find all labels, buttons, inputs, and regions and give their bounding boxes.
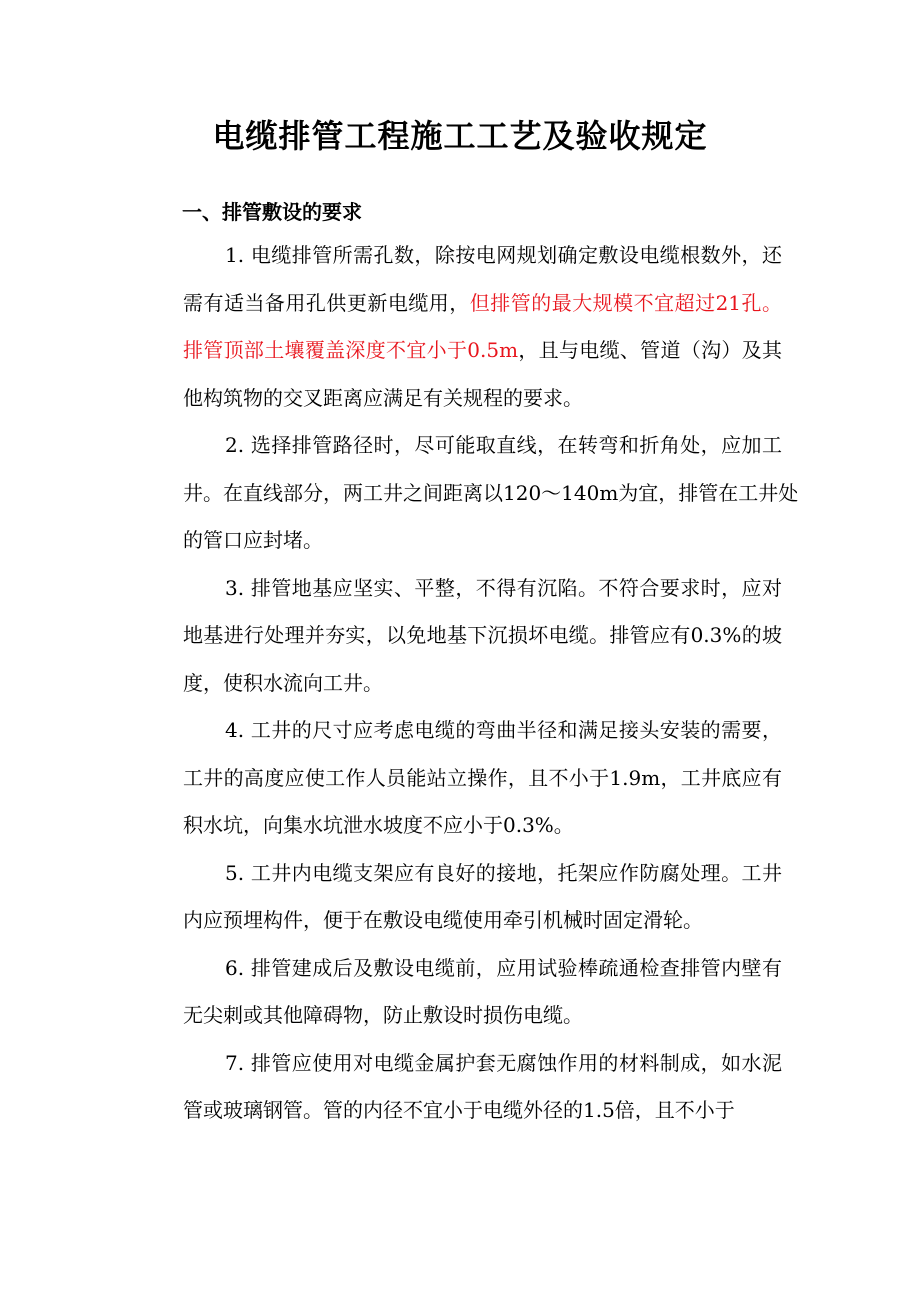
paragraph-line	[140, 375, 782, 423]
body-text: 6. 排管建成后及敷设电缆前，应用试验棒疏通检查排管内壁有	[225, 955, 782, 980]
paragraph-line	[140, 1087, 782, 1135]
body-text: 他构筑物的交叉距离应满足有关规程的要求。	[183, 385, 583, 410]
paragraph	[140, 1040, 782, 1135]
paragraph	[140, 422, 799, 565]
document-title: 电缆排管工程施工工艺及验收规定	[212, 117, 708, 155]
paragraph-line	[140, 422, 782, 470]
paragraph-line	[140, 850, 782, 898]
paragraph-line	[140, 897, 782, 945]
body-text: 5. 工井内电缆支架应有良好的接地，托架应作防腐处理。工井	[225, 860, 782, 885]
paragraph-line	[140, 707, 782, 755]
highlighted-text: 但排管的最大规模不宜超过21孔。	[469, 290, 783, 315]
paragraph-line	[140, 327, 782, 375]
paragraph	[140, 850, 782, 945]
paragraph-line	[140, 1040, 782, 1088]
body-text: 需有适当备用孔供更新电缆用，	[183, 290, 470, 315]
paragraph-line	[140, 232, 782, 280]
paragraph-line	[140, 612, 782, 660]
body-text: 7. 排管应使用对电缆金属护套无腐蚀作用的材料制成，如水泥	[225, 1050, 782, 1075]
body-text: 1. 电缆排管所需孔数，除按电网规划确定敷设电缆根数外，还	[225, 243, 782, 267]
body-text: 井。在直线部分，两工井之间距离以120～140m为宜，排管在工井处	[183, 480, 799, 505]
paragraph-line	[140, 802, 782, 850]
body-text: 无尖刺或其他障碍物，防止敷设时损伤电缆。	[183, 1003, 583, 1027]
paragraph-line	[140, 660, 782, 708]
paragraph-line	[140, 517, 782, 565]
body-text: 2. 选择排管路径时，尽可能取直线，在转弯和折角处，应加工	[225, 433, 782, 457]
body-text: 的管口应封堵。	[183, 528, 323, 552]
paragraph	[140, 945, 782, 1040]
body-text: 内应预埋构件，便于在敷设电缆使用牵引机械时固定滑轮。	[183, 908, 703, 932]
document-body	[140, 232, 799, 1135]
body-text: 度，使积水流向工井。	[183, 670, 383, 695]
body-text: 积水坑，向集水坑泄水坡度不应小于0.3%。	[183, 813, 574, 837]
paragraph-line	[140, 945, 782, 993]
paragraph-line	[140, 565, 782, 613]
paragraph-line	[140, 470, 799, 518]
section-heading: 一、排管敷设的要求	[182, 200, 362, 224]
paragraph-line	[140, 755, 782, 803]
paragraph	[140, 232, 782, 422]
body-text: 4. 工井的尺寸应考虑电缆的弯曲半径和满足接头安装的需要，	[225, 718, 782, 742]
body-text: 管或玻璃钢管。管的内径不宜小于电缆外径的1.5倍，且不小于	[183, 1098, 735, 1122]
paragraph	[140, 707, 782, 850]
body-text: 地基进行处理并夯实，以免地基下沉损坏电缆。排管应有0.3%的坡	[183, 623, 782, 647]
highlighted-text: 排管顶部土壤覆盖深度不宜小于0.5m	[183, 338, 519, 362]
paragraph-line	[140, 992, 782, 1040]
paragraph	[140, 565, 782, 708]
paragraph-line	[140, 280, 782, 328]
body-text: 3. 排管地基应坚实、平整，不得有沉陷。不符合要求时，应对	[225, 575, 782, 600]
body-text: 工井的高度应使工作人员能站立操作，且不小于1.9m，工井底应有	[183, 765, 782, 790]
body-text: ，且与电缆、管道（沟）及其	[518, 338, 783, 362]
